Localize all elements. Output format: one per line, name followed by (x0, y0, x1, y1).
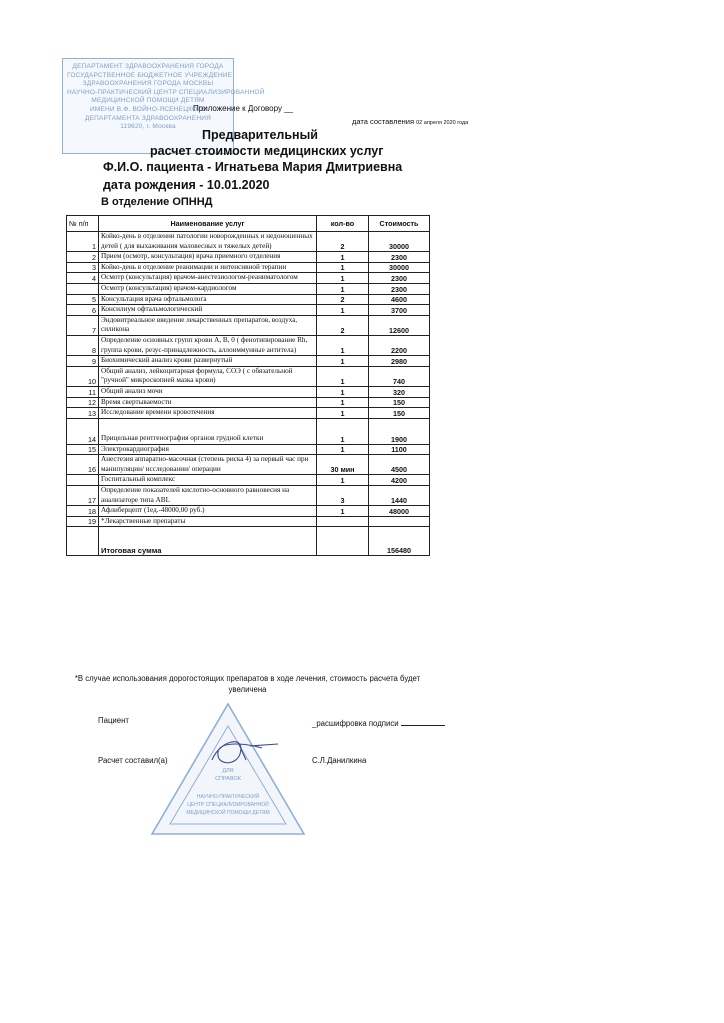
stamp-line: НАУЧНО-ПРАКТИЧЕСКИЙ ЦЕНТР СПЕЦИАЛИЗИРОВАННОЙ (67, 88, 265, 96)
stamp-line: ДЛЯ (222, 768, 234, 774)
row-cost: 2980 (369, 356, 430, 367)
row-num (67, 283, 99, 294)
row-service: Консилиум офтальмологический (99, 305, 317, 316)
row-cost: 4500 (369, 455, 430, 475)
row-num: 10 (67, 366, 99, 386)
row-service: Госпитальный комплекс (99, 475, 317, 486)
table-row (67, 262, 430, 273)
row-num: 4 (67, 273, 99, 284)
date-label: дата составления (352, 117, 415, 126)
signature-decode (312, 719, 445, 728)
row-service: Прицельная рентгенография органов грудной клетки (99, 418, 317, 444)
row-qty: 1 (317, 386, 369, 397)
row-num: 15 (67, 444, 99, 455)
row-qty: 1 (317, 397, 369, 408)
row-service: Определение показателей кислотно-основного равновесия на анализаторе типа ABL (99, 486, 317, 506)
stamp-line: ЦЕНТР СПЕЦИАЛИЗИРОВАННОЙ (187, 802, 269, 808)
row-num: 16 (67, 455, 99, 475)
row-num: 11 (67, 386, 99, 397)
stamp-line: ИМЕНИ В.Ф. ВОЙНО-ЯСЕНЕЦКОГО (90, 105, 206, 113)
row-qty: 1 (317, 283, 369, 294)
row-cost: 1440 (369, 486, 430, 506)
row-service: Общий анализ мочи (99, 386, 317, 397)
row-service: Койко-день в отделении патологии новорожденных и недоношенных детей ( для выхаживания маловесных и тяжелых детей) (99, 232, 317, 252)
date-line (352, 117, 468, 126)
signature-line (401, 725, 445, 726)
header-cost: Стоимость (369, 216, 430, 232)
row-service: Общий анализ, лейкоцитарная формула, СОЭ ( с обязательной "ручной" микроскопией мазка крови) (99, 366, 317, 386)
row-num: 6 (67, 305, 99, 316)
row-cost: 30000 (369, 262, 430, 273)
row-num: 9 (67, 356, 99, 367)
row-service: Время свертываемости (99, 397, 317, 408)
row-qty: 1 (317, 305, 369, 316)
table-row (67, 273, 430, 284)
stamp-line: ГОСУДАРСТВЕННОЕ БЮДЖЕТНОЕ УЧРЕЖДЕНИЕ (67, 71, 233, 79)
row-qty: 1 (317, 262, 369, 273)
made-by-name: С.Л.Данилкина (312, 756, 367, 765)
header-name: Наименование услуг (99, 216, 317, 232)
row-num: 13 (67, 408, 99, 419)
row-cost: 1100 (369, 444, 430, 455)
row-qty: 30 мин (317, 455, 369, 475)
row-service: *Лекарственные препараты (99, 516, 317, 527)
table-row (67, 232, 430, 252)
row-qty: 1 (317, 366, 369, 386)
table-row (67, 252, 430, 263)
signature-decode-label: _расшифровка подписи (312, 719, 399, 728)
row-service: Электрокардиография (99, 444, 317, 455)
total-label: Итоговая сумма (99, 527, 317, 556)
doc-title: Предварительный (202, 128, 318, 142)
row-num: 7 (67, 315, 99, 335)
triangle-stamp (150, 700, 310, 840)
table-row (67, 397, 430, 408)
row-cost: 740 (369, 366, 430, 386)
row-service: Осмотр (консультация) врачом-анестезиологом-реаниматологом (99, 273, 317, 284)
total-row (67, 527, 430, 556)
row-num (67, 475, 99, 486)
row-num: 8 (67, 335, 99, 355)
table-header-row (67, 216, 430, 232)
row-cost: 4200 (369, 475, 430, 486)
total-value: 156480 (369, 527, 430, 556)
table-row (67, 294, 430, 305)
row-service: Определение основных групп крови А, В, 0 ( фенотипирование Rh, группа крови, резус-принадлежность, аллоиммунные антитела) (99, 335, 317, 355)
row-service: Анестезия аппаратно-масочная (степень риска 4) за первый час при манипуляции/ исследовании/ операции (99, 455, 317, 475)
table-row (67, 408, 430, 419)
header-num: № п/п (67, 216, 99, 232)
row-qty: 1 (317, 273, 369, 284)
patient-name: Ф.И.О. пациента - Игнатьева Мария Дмитриевна (103, 160, 403, 174)
row-cost: 30000 (369, 232, 430, 252)
row-service: Афлиберцепт (1ед.-48000,00 руб.) (99, 506, 317, 517)
row-cost (369, 516, 430, 527)
row-num: 1 (67, 232, 99, 252)
row-service: Эндовитреальное введение лекарственных препаратов, воздуха, силикона (99, 315, 317, 335)
row-qty: 1 (317, 444, 369, 455)
row-qty: 1 (317, 475, 369, 486)
row-service: Койко-день в отделение реанимации и интенсивной терапии (99, 262, 317, 273)
row-cost: 1900 (369, 418, 430, 444)
table-row (67, 356, 430, 367)
stamp-line: ДЕПАРТАМЕНТ ЗДРАВООХРАНЕНИЯ ГОРОДА (72, 63, 224, 70)
row-cost: 12600 (369, 315, 430, 335)
row-cost: 150 (369, 397, 430, 408)
stamp-line: 119620, г. Москва (120, 123, 176, 131)
row-num: 12 (67, 397, 99, 408)
stamp-line: МЕДИЦИНСКОЙ ПОМОЩИ ДЕТЯМ (186, 810, 270, 816)
row-cost: 48000 (369, 506, 430, 517)
row-cost: 150 (369, 408, 430, 419)
table-row (67, 516, 430, 527)
row-cost: 320 (369, 386, 430, 397)
header-qty: кол-во (317, 216, 369, 232)
row-service: Консультация врача офтальмолога (99, 294, 317, 305)
stamp-line: ЗДРАВООХРАНЕНИЯ ГОРОДА МОСКВЫ (82, 80, 214, 88)
stamp-line: НАУЧНО-ПРАКТИЧЕСКИЙ (196, 794, 260, 800)
row-num: 18 (67, 506, 99, 517)
stamp-line: СПРАВОК (215, 776, 241, 782)
row-qty: 3 (317, 486, 369, 506)
row-qty: 1 (317, 506, 369, 517)
department: В отделение ОПННД (101, 196, 213, 208)
row-qty: 1 (317, 252, 369, 263)
row-num: 17 (67, 486, 99, 506)
table-row (67, 366, 430, 386)
row-num: 5 (67, 294, 99, 305)
row-service: Прием (осмотр, консультация) врача приемного отделения (99, 252, 317, 263)
footnote: *В случае использования дорогостоящих препаратов в ходе лечения, стоимость расчета будет увеличена (74, 674, 421, 694)
services-table (66, 215, 430, 556)
row-service: Осмотр (консультация) врачом-кардиологом (99, 283, 317, 294)
row-cost: 4600 (369, 294, 430, 305)
row-qty: 1 (317, 356, 369, 367)
table-row (67, 315, 430, 335)
table-row (67, 386, 430, 397)
table-row (67, 506, 430, 517)
row-service: Биохимический анализ крови развернутый (99, 356, 317, 367)
patient-signature-label: Пациент (98, 716, 129, 725)
stamp-line: МЕДИЦИНСКОЙ ПОМОЩИ ДЕТЯМ (91, 97, 205, 105)
appendix-line: Приложение к Договору __ (193, 104, 294, 113)
row-qty: 2 (317, 294, 369, 305)
row-service: Исследование времени кровотечения (99, 408, 317, 419)
row-num: 19 (67, 516, 99, 527)
doc-subtitle: расчет стоимости медицинских услуг (150, 144, 384, 158)
row-qty: 1 (317, 408, 369, 419)
row-qty: 2 (317, 315, 369, 335)
total-num (67, 527, 99, 556)
row-qty (317, 516, 369, 527)
row-num: 14 (67, 418, 99, 444)
row-cost: 2300 (369, 252, 430, 263)
row-num: 3 (67, 262, 99, 273)
row-cost: 2300 (369, 273, 430, 284)
row-qty: 2 (317, 232, 369, 252)
row-num: 2 (67, 252, 99, 263)
table-row (67, 475, 430, 486)
table-row (67, 455, 430, 475)
table-row (67, 486, 430, 506)
row-qty: 1 (317, 418, 369, 444)
table-row (67, 335, 430, 355)
table-row (67, 418, 430, 444)
stamp-line: ДЕПАРТАМЕНТА ЗДРАВООХРАНЕНИЯ (85, 114, 211, 122)
total-qty (317, 527, 369, 556)
row-cost: 3700 (369, 305, 430, 316)
table-row (67, 283, 430, 294)
row-cost: 2300 (369, 283, 430, 294)
birth-date: дата рождения - 10.01.2020 (103, 178, 270, 192)
row-cost: 2200 (369, 335, 430, 355)
date-value: 02 апреля 2020 года (416, 120, 469, 126)
made-by-label: Расчет составил(а) (98, 756, 168, 765)
table-row (67, 444, 430, 455)
table-row (67, 305, 430, 316)
row-qty: 1 (317, 335, 369, 355)
